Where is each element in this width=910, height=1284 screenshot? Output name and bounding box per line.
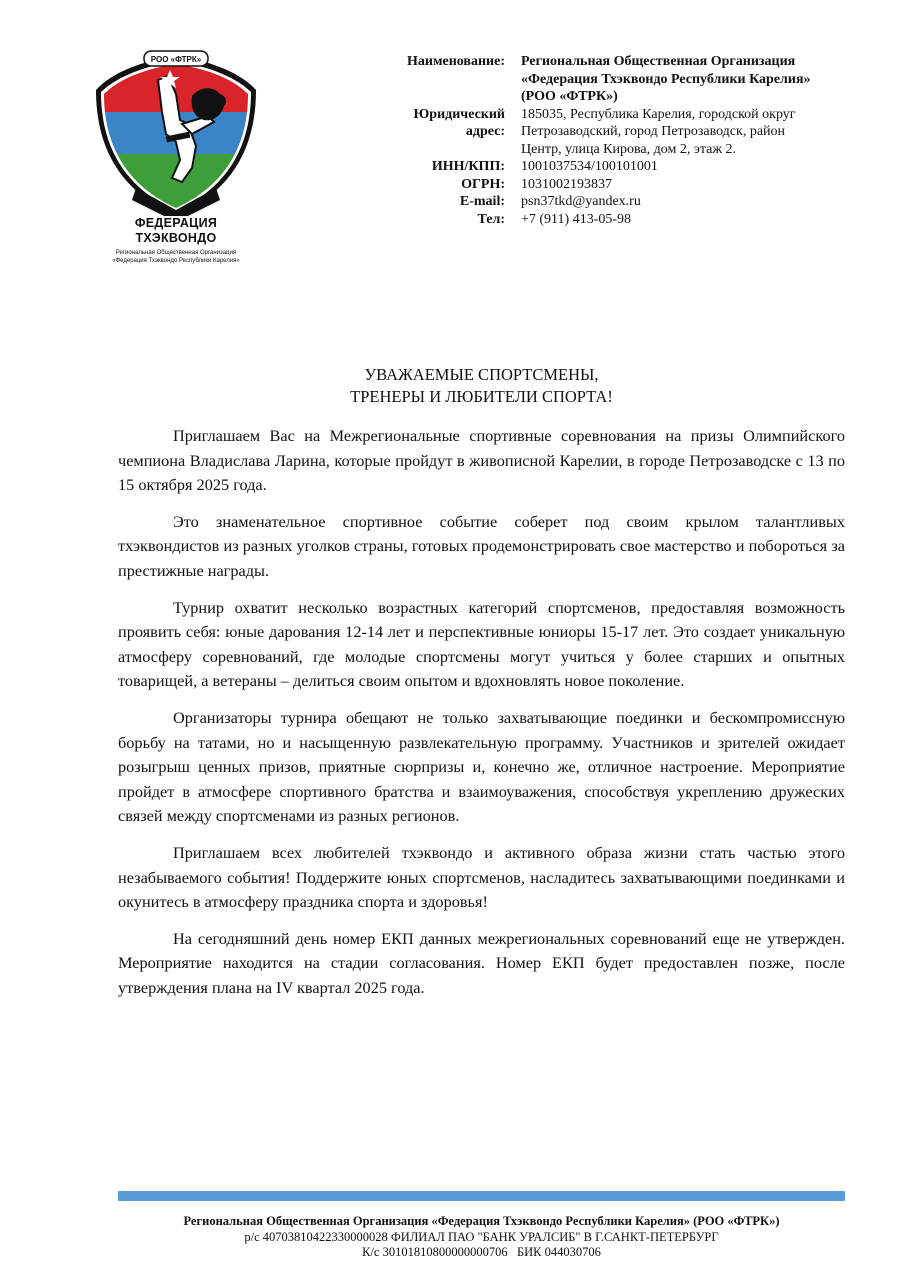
footer-divider: [118, 1191, 845, 1201]
paragraph: Организаторы турнира обещают не только захватывающие поединки и бескомпромиссную борьбу на татами, но и насыщенную развлекательную программу. Участников и зрителей ожидает розыгрыш ценных призов, приятные сюрпризы и, конечно же, отличное настроение. Мероприятие пройдет в атмосфере спортивного братства и взаимоуважения, способствуя укреплению дружеских связей между спортсменами из разных регионов.: [118, 707, 845, 826]
requisite-inn: [395, 158, 815, 176]
logo-subtitle-line1: Региональная Общественная Организация: [115, 250, 237, 256]
requisites-block: [395, 53, 815, 228]
requisite-label: Наименование:: [407, 54, 505, 69]
logo-subtitle-line2: «Федерация Тхэквондо Республики Карелия»: [112, 258, 240, 264]
greeting-heading: [118, 364, 845, 408]
letter-body: [118, 424, 845, 1012]
requisite-value: 1031002193837: [521, 176, 612, 192]
footer-correspondent-account: К/с 30101810800000000706 БИК 044030706: [362, 1245, 601, 1259]
paragraph: На сегодняшний день номер ЕКП данных межрегиональных соревнований еще не утвержден. Мероприятие находится на стадии согласования. Номер ЕКП будет предоставлен позже, после утверждения плана на IV квартал 2025 года.: [118, 928, 845, 997]
logo-badge-text: РОО «ФТРК»: [150, 55, 202, 64]
requisite-label: Тел:: [477, 211, 505, 227]
greeting-line: ТРЕНЕРЫ И ЛЮБИТЕЛИ СПОРТА!: [350, 387, 613, 406]
paragraph: Приглашаем Вас на Межрегиональные спортивные соревнования на призы Олимпийского чемпиона Владислава Ларина, которые пройдут в живописной Карелии, в городе Петрозаводске с 13 по 15 октября 2025 года.: [118, 426, 845, 495]
federation-logo: [96, 50, 256, 270]
requisite-label-line: Юридический: [413, 106, 505, 122]
requisite-label: E-mail:: [459, 194, 505, 209]
requisite-phone: [395, 211, 815, 229]
paragraph: Турнир охватит несколько возрастных категорий спортсменов, предоставляя возможность проявить себя: юные дарования 12-14 лет и перспективные юниоры 15-17 лет. Это создает уникальную атмосферу соревнований, где молодые спортсмены могут учиться у более старших и опытных товарищей, а ветераны – делиться своим опытом и вдохновлять новое поколение.: [118, 597, 845, 691]
requisite-value: Региональная Общественная Организация «Федерация Тхэквондо Республики Карелия» (РОО «ФТРК»): [521, 54, 811, 104]
greeting-line: УВАЖАЕМЫЕ СПОРТСМЕНЫ,: [364, 365, 599, 384]
requisite-ogrn: [395, 176, 815, 194]
requisite-label: ИНН/КПП:: [431, 159, 505, 174]
requisite-name: [395, 53, 815, 106]
requisite-value: +7 (911) 413-05-98: [521, 211, 632, 227]
footer: [118, 1214, 845, 1261]
footer-org-name: Региональная Общественная Организация «Федерация Тхэквондо Республики Карелия» (РОО «ФТРК»): [183, 1214, 780, 1228]
federation-emblem-icon: [96, 50, 256, 216]
requisite-email: [395, 193, 815, 211]
footer-bank-account: р/с 40703810422330000028 ФИЛИАЛ ПАО "БАНК УРАЛСИБ" В Г.САНКТ-ПЕТЕРБУРГ: [244, 1229, 719, 1244]
paragraph: Приглашаем всех любителей тхэквондо и активного образа жизни стать частью этого незабываемого события! Поддержите юных спортсменов, насладитесь захватывающими поединками и окунитесь в атмосферу праздника спорта и здоровья!: [118, 842, 845, 912]
email-link[interactable]: psn37tkd@yandex.ru: [521, 194, 641, 209]
requisite-value: 185035, Республика Карелия, городской округ Петрозаводский, город Петрозаводск, район Центр, улица Кирова, дом 2, этаж 2.: [521, 106, 796, 157]
requisite-label-line: адрес:: [465, 124, 505, 139]
logo-name-line2: ТХЭКВОНДО: [135, 231, 217, 245]
paragraph: Это знаменательное спортивное событие соберет под своим крылом талантливых тхэквондистов из разных уголков страны, готовых продемонстрировать свое мастерство и побороться за престижные награды.: [118, 511, 845, 580]
requisite-label: ОГРН:: [461, 176, 505, 192]
requisite-label: [395, 106, 521, 159]
logo-caption: [96, 216, 256, 265]
requisite-value: 1001037534/100101001: [521, 159, 658, 174]
logo-name-line1: ФЕДЕРАЦИЯ: [134, 216, 218, 230]
requisite-address: [395, 106, 815, 159]
